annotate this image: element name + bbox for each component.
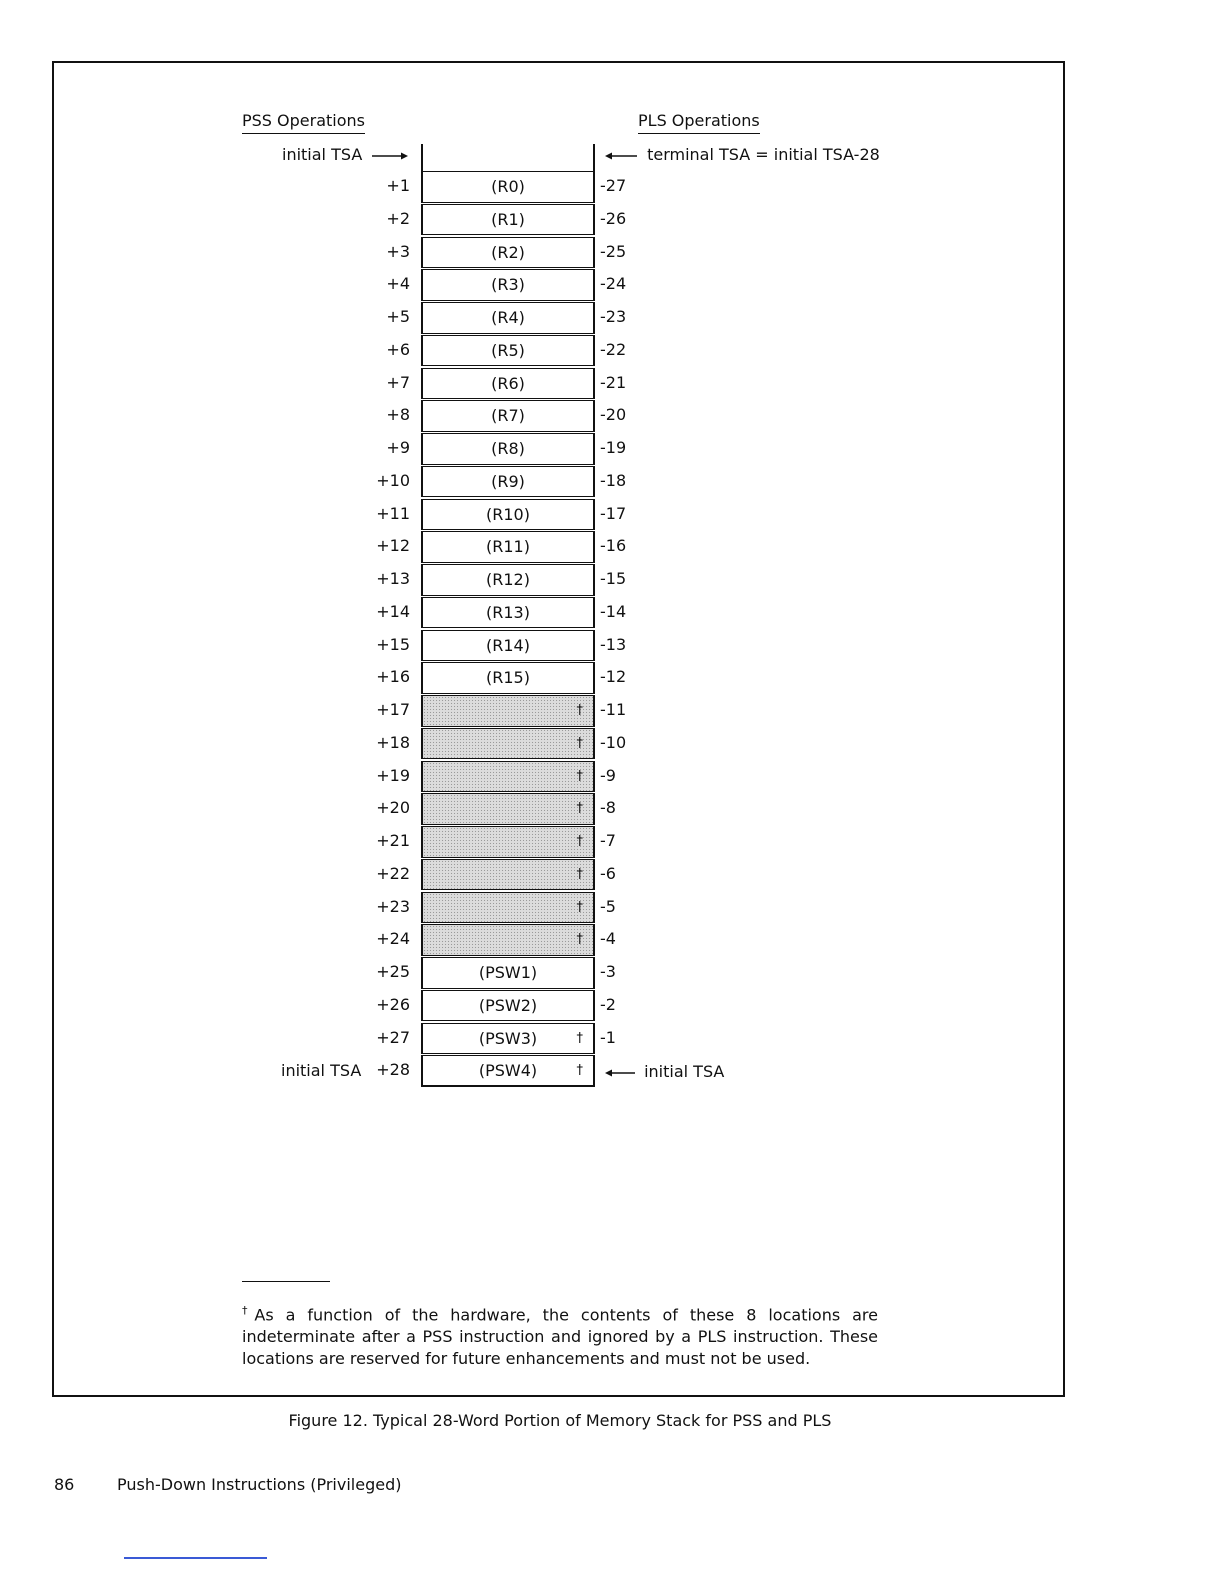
initial-tsa-bottom-right-label: initial TSA [644,1062,725,1081]
stack-cell [421,826,595,858]
stack-cell [421,499,595,531]
stack-cell [421,1055,595,1087]
stack-top-cell [421,144,595,171]
stack-cell-content: (R6) [491,373,525,393]
pss-offset-label: +27 [376,1027,410,1047]
dagger-mark: † [576,801,583,817]
stack-cell [421,466,595,498]
figure-caption: Figure 12. Typical 28-Word Portion of Memory Stack for PSS and PLS [288,1411,832,1430]
dagger-mark: † [576,768,583,784]
pls-offset-label: -11 [600,700,627,719]
pls-offset-label: -27 [600,176,627,195]
stack-cell-content: (R14) [486,635,530,655]
pss-offset-label: +25 [376,962,410,981]
pss-offset-label: +18 [376,732,410,752]
pls-offset-label: -23 [600,307,627,326]
pls-offset-label: -4 [600,929,616,949]
pls-offset-label: -17 [600,503,627,523]
stack-cell [421,302,595,334]
stack-cell [421,662,595,694]
pls-offset-label: -15 [600,569,627,588]
stack-cell [421,761,595,793]
pss-offset-label: +5 [386,307,410,326]
pls-offset-label: -2 [600,994,616,1014]
stack-cell [421,531,595,563]
footnote-dagger: † [242,1304,255,1317]
stack-cell [421,433,595,465]
page-number: 86 [54,1475,75,1494]
dagger-mark: † [576,899,583,915]
stack-cell [421,924,595,956]
stack-cell [421,237,595,269]
pss-operations-header: PSS Operations [242,111,365,134]
stack-cell-content: (R2) [491,242,525,262]
pss-offset-label: +10 [376,470,410,490]
initial-tsa-bottom-left-label: initial TSA [281,1061,362,1080]
stack-cell-content: (R5) [491,340,525,360]
pss-offset-label: +6 [386,339,410,359]
stack-cell [421,728,595,760]
stack-cell [421,892,595,924]
pls-offset-label: -6 [600,863,616,883]
stack-cell [421,204,595,236]
pls-offset-label: -26 [600,208,627,228]
stack-cell [421,400,595,432]
stack-cell-content: (R9) [491,471,525,491]
stack-cell-content: (PSW2) [478,995,538,1015]
pss-offset-label: +23 [376,896,410,916]
stack-cell [421,793,595,825]
dagger-mark: † [576,1030,583,1046]
dagger-mark: † [576,932,583,948]
pls-offset-label: -10 [600,732,627,752]
pls-offset-label: -24 [600,274,627,294]
pss-offset-label: +21 [376,831,410,850]
stack-cell-content: (R1) [491,209,525,229]
pls-offset-label: -13 [600,634,627,654]
pls-offset-label: -18 [600,470,627,490]
stack-cell [421,368,595,400]
pss-offset-label: +9 [386,438,410,457]
stack-cell [421,597,595,629]
stack-cell [421,630,595,662]
pss-offset-label: +4 [386,274,410,294]
pls-offset-label: -5 [600,896,616,916]
pls-offset-label: -14 [600,601,627,621]
pss-offset-label: +19 [376,765,410,785]
footnote [242,1300,878,1370]
dagger-mark: † [576,1063,583,1079]
stack-cell-content: (R13) [486,602,530,622]
footnote-rule [242,1281,330,1282]
stack-cell-content: (PSW1) [478,963,538,982]
pss-offset-label: +22 [376,863,410,883]
stack-cell-content: (R8) [491,439,525,458]
stack-cell-content: (R0) [491,177,525,196]
stack-cell-content: (PSW4) [478,1061,538,1081]
pss-offset-label: +1 [386,176,410,195]
pss-offset-label: +14 [376,601,410,621]
pss-offset-label: +3 [386,241,410,261]
stack-cell-content: (R3) [491,275,525,295]
stack-cell [421,171,595,203]
pls-operations-header: PLS Operations [638,111,760,134]
pss-offset-label: +24 [376,929,410,949]
pss-offset-label: +16 [376,667,410,687]
pls-offset-label: -20 [600,405,627,425]
stack-cell-content: (R7) [491,406,525,426]
pss-offset-label: +12 [376,536,410,556]
stack-cell-content: (R10) [486,504,530,524]
dagger-mark: † [576,735,583,751]
stack-cell [421,564,595,596]
stack-cell [421,695,595,727]
pss-offset-label: +15 [376,634,410,654]
pls-offset-label: -8 [600,798,616,818]
stack-cell [421,859,595,891]
stack-cell [421,990,595,1022]
pls-offset-label: -21 [600,372,627,392]
stack-cell [421,1023,595,1055]
running-title: Push-Down Instructions (Privileged) [117,1475,402,1494]
bottom-link-line [124,1557,267,1559]
pss-offset-label: +13 [376,569,410,588]
pls-offset-label: -16 [600,536,627,556]
dagger-mark: † [576,703,583,718]
terminal-tsa-label: terminal TSA = initial TSA-28 [647,145,880,164]
stack-cell [421,335,595,367]
pss-offset-label: +17 [376,700,410,719]
pss-offset-label: +11 [376,503,410,523]
stack-cell-content: (R12) [486,570,530,589]
pss-offset-label: +2 [386,208,410,228]
dagger-mark: † [576,866,583,882]
pss-offset-label: +7 [386,372,410,392]
pls-offset-label: -19 [600,438,627,457]
initial-tsa-top-label: initial TSA [282,145,363,164]
pss-offset-label: +8 [386,405,410,425]
pls-offset-label: -25 [600,241,627,261]
stack-cell-content: (R11) [486,537,530,557]
stack-cell-content: (R4) [491,308,525,327]
stack-cell-content: (PSW3) [478,1028,538,1048]
stack-cell [421,269,595,301]
pss-offset-label: +28 [376,1060,410,1080]
pss-offset-label: +26 [376,994,410,1014]
pls-offset-label: -3 [600,962,616,981]
pss-offset-label: +20 [376,798,410,818]
pls-offset-label: -7 [600,831,616,850]
stack-cell-content: (R15) [486,668,530,688]
pls-offset-label: -1 [600,1027,616,1047]
pls-offset-label: -9 [600,765,616,785]
pls-offset-label: -22 [600,339,627,359]
stack-cell [421,957,595,989]
pls-offset-label: -12 [600,667,627,687]
dagger-mark: † [576,834,583,849]
footnote-text: As a function of the hardware, the contents of these 8 locations are indeterminate after a PSS instruction and ignored by a PLS instruction. These locations are reserved for future enhancements and must not be used. [242,1305,879,1369]
